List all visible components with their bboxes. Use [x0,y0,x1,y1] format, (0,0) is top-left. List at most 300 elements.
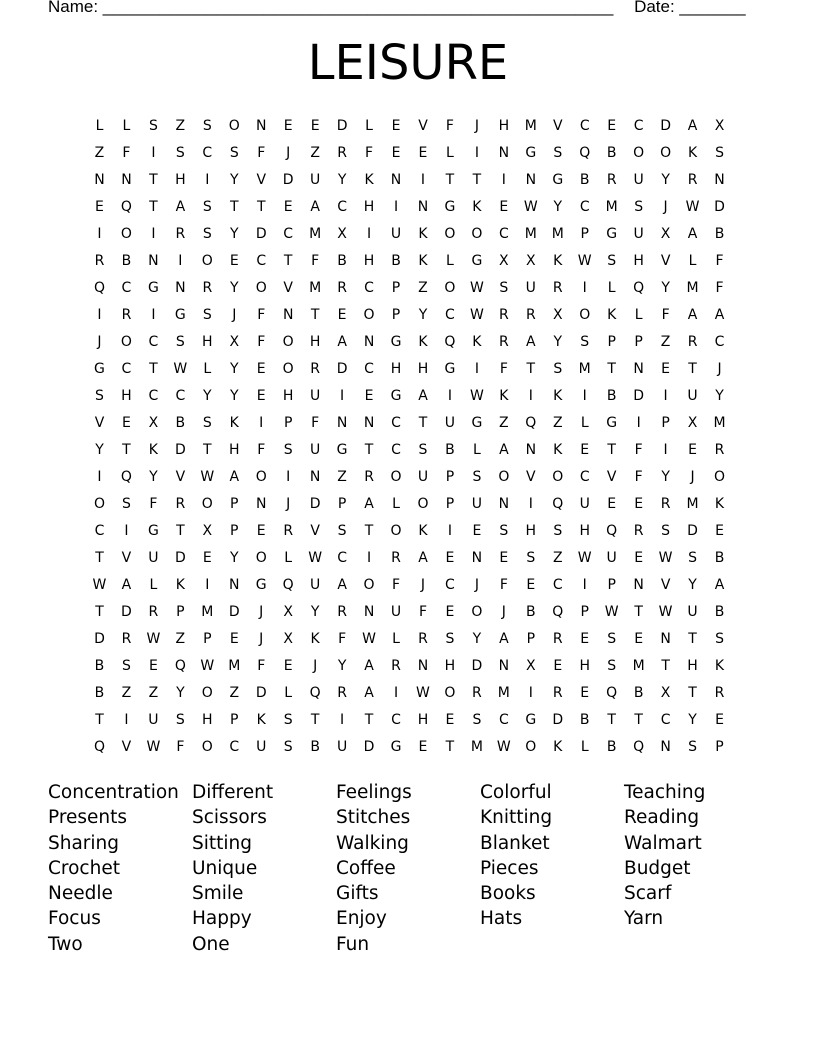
grid-letter[interactable]: N [363,333,375,350]
grid-letter[interactable]: Q [174,657,186,674]
grid-letter[interactable]: Y [229,225,239,242]
grid-letter[interactable]: M [524,117,537,134]
grid-letter[interactable]: I [205,576,210,593]
grid-letter[interactable]: J [286,144,291,161]
grid-letter[interactable]: H [121,387,132,404]
grid-letter[interactable]: G [471,252,483,269]
grid-letter[interactable]: F [122,144,131,161]
grid-letter[interactable]: S [553,144,563,161]
grid-letter[interactable]: F [257,306,266,323]
grid-letter[interactable]: X [687,414,698,431]
grid-letter[interactable]: Q [606,684,618,701]
grid-letter[interactable]: T [364,441,374,458]
grid-letter[interactable]: C [175,387,186,404]
grid-letter[interactable]: K [256,711,266,728]
grid-letter[interactable]: G [606,225,618,242]
grid-letter[interactable]: N [363,603,375,620]
grid-letter[interactable]: C [94,522,105,539]
grid-letter[interactable]: G [255,576,267,593]
grid-letter[interactable]: I [393,198,399,215]
grid-letter[interactable]: A [418,549,428,566]
grid-letter[interactable]: O [120,333,132,350]
grid-letter[interactable]: N [471,549,483,566]
grid-letter[interactable]: T [445,171,455,188]
grid-letter[interactable]: B [445,441,455,458]
grid-letter[interactable]: K [148,441,158,458]
grid-letter[interactable]: T [634,603,643,620]
grid-letter[interactable]: L [95,117,104,134]
grid-letter[interactable]: F [257,144,266,161]
grid-letter[interactable]: F [634,441,643,458]
grid-letter[interactable]: L [203,360,212,377]
grid-letter[interactable]: Q [120,198,132,215]
grid-letter[interactable]: Q [93,738,105,755]
grid-letter[interactable]: D [255,684,267,701]
grid-letter[interactable]: E [283,657,293,674]
grid-letter[interactable]: K [418,333,428,350]
grid-letter[interactable]: A [364,657,374,674]
grid-letter[interactable]: Y [661,171,670,188]
grid-letter[interactable]: V [552,117,563,134]
grid-letter[interactable]: L [149,576,158,593]
grid-letter[interactable]: D [471,657,483,674]
grid-letter[interactable]: I [447,522,452,539]
grid-letter[interactable]: C [364,360,374,377]
grid-letter[interactable]: N [633,576,644,593]
grid-letter[interactable]: Y [176,684,185,701]
grid-letter[interactable]: E [256,387,266,404]
grid-letter[interactable]: Z [552,549,563,566]
grid-letter[interactable]: B [714,225,725,242]
grid-letter[interactable]: E [202,549,212,566]
grid-letter[interactable]: Q [309,684,321,701]
grid-letter[interactable]: V [310,522,320,539]
grid-letter[interactable]: F [661,306,670,323]
grid-letter[interactable]: O [255,279,267,296]
grid-letter[interactable]: S [661,522,671,539]
grid-letter[interactable]: J [259,630,264,647]
grid-letter[interactable]: Y [229,360,239,377]
grid-letter[interactable]: T [95,711,104,728]
grid-letter[interactable]: Q [552,603,564,620]
grid-letter[interactable]: E [661,360,671,377]
grid-letter[interactable]: I [447,387,452,404]
grid-letter[interactable]: Y [95,441,104,458]
grid-letter[interactable]: T [310,711,320,728]
grid-letter[interactable]: I [124,522,129,539]
grid-letter[interactable]: G [390,333,402,350]
grid-letter[interactable]: P [634,333,643,350]
grid-letter[interactable]: F [338,630,347,647]
grid-letter[interactable]: A [229,468,240,485]
grid-letter[interactable]: U [310,387,321,404]
grid-letter[interactable]: S [148,117,158,134]
grid-letter[interactable]: I [474,360,479,377]
grid-letter[interactable]: M [605,198,618,215]
grid-letter[interactable]: O [471,603,483,620]
grid-letter[interactable]: H [525,522,537,539]
grid-letter[interactable]: V [606,468,617,485]
grid-letter[interactable]: I [151,225,156,242]
grid-letter[interactable]: C [633,117,644,134]
grid-letter[interactable]: I [124,711,129,728]
grid-letter[interactable]: E [580,630,590,647]
grid-letter[interactable]: I [205,171,210,188]
grid-letter[interactable]: W [92,576,107,593]
grid-letter[interactable]: F [257,657,266,674]
grid-letter[interactable]: A [687,225,698,242]
grid-letter[interactable]: V [94,414,105,431]
grid-letter[interactable]: C [121,279,132,296]
grid-letter[interactable]: A [687,117,698,134]
grid-letter[interactable]: I [582,279,587,296]
grid-letter[interactable]: W [469,306,484,323]
grid-letter[interactable]: U [417,468,429,485]
grid-letter[interactable]: H [363,252,375,269]
grid-letter[interactable]: B [579,711,590,728]
grid-letter[interactable]: I [528,684,533,701]
grid-letter[interactable]: I [636,414,641,431]
grid-letter[interactable]: P [661,414,670,431]
grid-letter[interactable]: I [528,495,533,512]
grid-letter[interactable]: R [552,630,563,647]
grid-letter[interactable]: S [175,144,185,161]
grid-letter[interactable]: T [418,414,428,431]
grid-letter[interactable]: E [634,495,644,512]
grid-letter[interactable]: B [337,252,347,269]
grid-letter[interactable]: O [201,684,213,701]
grid-letter[interactable]: P [230,711,239,728]
grid-letter[interactable]: Q [525,414,537,431]
grid-letter[interactable]: V [175,468,186,485]
grid-letter[interactable]: S [634,198,644,215]
grid-letter[interactable]: R [391,657,401,674]
grid-letter[interactable]: H [363,198,375,215]
grid-letter[interactable]: E [634,549,644,566]
grid-letter[interactable]: A [499,630,509,647]
grid-letter[interactable]: K [472,333,482,350]
grid-letter[interactable]: K [175,576,185,593]
grid-letter[interactable]: X [660,684,671,701]
grid-letter[interactable]: S [337,522,347,539]
grid-letter[interactable]: A [499,441,509,458]
grid-letter[interactable]: T [149,198,158,215]
grid-letter[interactable]: R [552,684,563,701]
grid-letter[interactable]: R [660,495,671,512]
grid-letter[interactable]: H [444,657,456,674]
grid-letter[interactable]: U [444,414,456,431]
grid-letter[interactable]: B [94,657,105,674]
grid-letter[interactable]: W [416,684,430,701]
grid-letter[interactable]: O [120,225,132,242]
grid-letter[interactable]: E [418,144,428,161]
grid-letter[interactable]: O [363,576,375,593]
grid-letter[interactable]: V [283,279,293,296]
grid-letter[interactable]: V [121,549,132,566]
grid-letter[interactable]: Z [499,414,509,431]
grid-letter[interactable]: S [202,225,212,242]
grid-letter[interactable]: Y [229,549,239,566]
grid-letter[interactable]: G [94,360,105,377]
grid-letter[interactable]: B [714,603,725,620]
grid-letter[interactable]: N [417,198,429,215]
grid-letter[interactable]: M [551,225,564,242]
grid-letter[interactable]: N [714,171,725,188]
grid-letter[interactable]: M [524,225,537,242]
grid-letter[interactable]: K [553,252,563,269]
grid-letter[interactable]: O [444,225,456,242]
grid-letter[interactable]: S [499,522,509,539]
grid-letter[interactable]: T [229,198,239,215]
grid-letter[interactable]: D [714,198,725,215]
grid-letter[interactable]: E [715,522,724,539]
grid-letter[interactable]: V [526,468,536,485]
grid-letter[interactable]: P [230,522,239,539]
grid-letter[interactable]: C [148,387,159,404]
grid-letter[interactable]: C [445,306,455,323]
grid-letter[interactable]: R [337,603,347,620]
grid-letter[interactable]: C [148,333,159,350]
grid-letter[interactable]: K [364,171,374,188]
grid-letter[interactable]: I [340,387,345,404]
grid-letter[interactable]: D [121,603,132,620]
grid-letter[interactable]: I [97,468,102,485]
grid-letter[interactable]: E [715,711,724,728]
grid-letter[interactable]: A [175,198,186,215]
grid-letter[interactable]: A [337,333,347,350]
grid-letter[interactable]: A [364,495,374,512]
grid-letter[interactable]: R [175,225,186,242]
grid-letter[interactable]: T [364,522,374,539]
grid-letter[interactable]: C [579,198,590,215]
grid-letter[interactable]: E [418,738,428,755]
grid-letter[interactable]: M [686,279,699,296]
grid-letter[interactable]: J [232,306,237,323]
grid-letter[interactable]: L [607,279,616,296]
grid-letter[interactable]: Q [606,522,618,539]
grid-letter[interactable]: I [259,414,264,431]
grid-letter[interactable]: S [715,630,724,647]
grid-letter[interactable]: O [552,468,564,485]
grid-letter[interactable]: U [148,711,159,728]
grid-letter[interactable]: K [418,225,428,242]
grid-letter[interactable]: B [310,738,320,755]
grid-letter[interactable]: P [607,576,616,593]
grid-letter[interactable]: G [390,738,402,755]
grid-letter[interactable]: S [202,306,212,323]
grid-letter[interactable]: P [203,630,212,647]
grid-letter[interactable]: M [309,279,322,296]
grid-letter[interactable]: K [553,387,563,404]
grid-letter[interactable]: D [660,117,671,134]
grid-letter[interactable]: B [606,144,617,161]
grid-letter[interactable]: S [283,738,293,755]
grid-letter[interactable]: T [526,360,536,377]
grid-letter[interactable]: E [256,522,266,539]
grid-letter[interactable]: H [687,657,698,674]
grid-letter[interactable]: P [580,225,589,242]
grid-letter[interactable]: F [715,279,724,296]
grid-letter[interactable]: A [337,576,347,593]
grid-letter[interactable]: T [688,684,697,701]
grid-letter[interactable]: U [525,279,536,296]
grid-letter[interactable]: Q [282,576,294,593]
grid-letter[interactable]: W [362,630,376,647]
grid-letter[interactable]: C [364,279,374,296]
grid-letter[interactable]: E [337,306,347,323]
grid-letter[interactable]: P [176,603,185,620]
grid-letter[interactable]: M [713,414,726,431]
grid-letter[interactable]: R [418,630,428,647]
grid-letter[interactable]: U [336,738,348,755]
grid-letter[interactable]: R [687,333,698,350]
grid-letter[interactable]: N [229,576,240,593]
grid-letter[interactable]: H [417,711,429,728]
grid-letter[interactable]: X [229,333,240,350]
grid-letter[interactable]: O [471,225,483,242]
grid-letter[interactable]: E [472,522,482,539]
grid-letter[interactable]: L [284,684,293,701]
grid-letter[interactable]: I [663,441,668,458]
grid-letter[interactable]: R [175,495,186,512]
grid-letter[interactable]: F [418,603,427,620]
grid-letter[interactable]: E [580,684,590,701]
grid-letter[interactable]: O [201,252,213,269]
grid-letter[interactable]: L [446,252,454,269]
grid-letter[interactable]: L [688,252,697,269]
grid-letter[interactable]: N [336,414,348,431]
grid-letter[interactable]: W [577,252,592,269]
grid-letter[interactable]: T [688,630,697,647]
grid-letter[interactable]: U [390,225,402,242]
grid-letter[interactable]: G [336,441,348,458]
grid-letter[interactable]: A [714,306,725,323]
grid-letter[interactable]: Z [418,279,428,296]
grid-letter[interactable]: B [121,252,132,269]
grid-letter[interactable]: F [365,144,374,161]
grid-letter[interactable]: Q [444,333,456,350]
grid-letter[interactable]: S [121,657,131,674]
grid-letter[interactable]: J [690,468,695,485]
grid-letter[interactable]: K [472,198,482,215]
grid-letter[interactable]: Q [633,738,645,755]
grid-letter[interactable]: N [309,468,321,485]
grid-letter[interactable]: B [94,684,105,701]
grid-letter[interactable]: N [498,495,510,512]
grid-letter[interactable]: H [202,333,213,350]
grid-letter[interactable]: F [391,576,401,593]
grid-letter[interactable]: T [364,711,374,728]
grid-letter[interactable]: G [525,144,537,161]
grid-letter[interactable]: D [687,522,698,539]
grid-letter[interactable]: M [578,360,591,377]
grid-letter[interactable]: X [526,657,536,674]
grid-letter[interactable]: I [151,306,156,323]
grid-letter[interactable]: O [444,279,456,296]
grid-letter[interactable]: E [391,144,401,161]
grid-letter[interactable]: Y [310,603,320,620]
grid-letter[interactable]: K [607,306,617,323]
grid-letter[interactable]: N [633,360,644,377]
grid-letter[interactable]: B [526,603,536,620]
grid-letter[interactable]: E [148,657,158,674]
grid-letter[interactable]: S [607,252,617,269]
grid-letter[interactable]: U [633,171,644,188]
grid-letter[interactable]: K [418,522,428,539]
grid-letter[interactable]: K [687,144,698,161]
grid-letter[interactable]: X [660,225,671,242]
grid-letter[interactable]: N [255,117,267,134]
grid-letter[interactable]: H [282,387,294,404]
grid-letter[interactable]: T [607,711,616,728]
grid-letter[interactable]: S [607,630,617,647]
grid-letter[interactable]: Z [148,684,159,701]
grid-letter[interactable]: W [469,279,484,296]
grid-letter[interactable]: D [228,603,240,620]
grid-letter[interactable]: S [283,711,293,728]
grid-letter[interactable]: G [444,198,456,215]
grid-letter[interactable]: O [714,468,726,485]
grid-letter[interactable]: C [579,117,590,134]
grid-letter[interactable]: E [499,549,509,566]
grid-letter[interactable]: E [634,630,644,647]
grid-letter[interactable]: T [634,711,643,728]
grid-letter[interactable]: M [228,657,241,674]
grid-letter[interactable]: J [474,117,479,134]
grid-letter[interactable]: R [94,252,105,269]
grid-letter[interactable]: U [633,225,644,242]
grid-letter[interactable]: P [607,333,616,350]
grid-letter[interactable]: O [282,333,294,350]
grid-letter[interactable]: H [390,360,402,377]
grid-letter[interactable]: C [391,414,401,431]
grid-letter[interactable]: Z [175,117,186,134]
grid-letter[interactable]: Q [552,495,564,512]
grid-letter[interactable]: C [498,711,509,728]
grid-letter[interactable]: Y [229,387,239,404]
grid-letter[interactable]: R [714,441,725,458]
grid-letter[interactable]: W [200,657,215,674]
grid-letter[interactable]: O [282,360,294,377]
grid-letter[interactable]: W [200,468,215,485]
grid-letter[interactable]: F [715,252,724,269]
grid-letter[interactable]: N [94,171,105,188]
grid-letter[interactable]: D [552,711,564,728]
grid-letter[interactable]: J [474,576,479,593]
grid-letter[interactable]: R [337,144,347,161]
grid-letter[interactable]: O [525,738,537,755]
grid-letter[interactable]: X [283,630,293,647]
grid-letter[interactable]: C [391,441,401,458]
grid-letter[interactable]: S [202,117,212,134]
grid-letter[interactable]: I [178,252,183,269]
grid-letter[interactable]: I [501,171,506,188]
grid-letter[interactable]: X [283,603,293,620]
grid-letter[interactable]: R [121,306,132,323]
grid-letter[interactable]: F [311,414,320,431]
grid-letter[interactable]: S [95,387,104,404]
grid-letter[interactable]: O [633,144,645,161]
grid-letter[interactable]: D [363,738,375,755]
grid-letter[interactable]: R [121,630,132,647]
grid-letter[interactable]: S [445,630,455,647]
grid-letter[interactable]: Y [418,306,428,323]
grid-letter[interactable]: H [202,711,213,728]
grid-letter[interactable]: Z [94,144,105,161]
grid-letter[interactable]: I [663,387,668,404]
grid-letter[interactable]: Z [121,684,132,701]
grid-letter[interactable]: V [418,117,428,134]
